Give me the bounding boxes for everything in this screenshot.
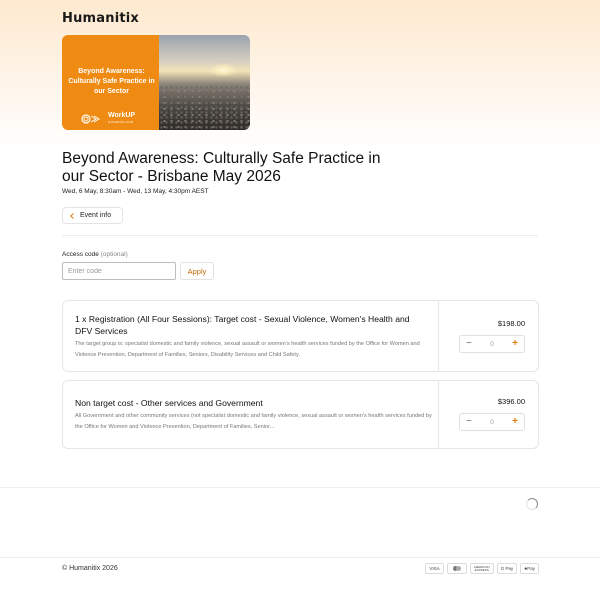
mastercard-icon (447, 563, 467, 574)
workup-logo (108, 112, 135, 126)
ticket-name: 1 x Registration (All Four Sessions): Target cost - Sexual Violence, Women's Health and DFV Services (75, 314, 410, 336)
banner-partner-logos (80, 112, 135, 126)
ticket-info (63, 381, 439, 448)
footer-divider (0, 557, 600, 558)
chevron-left-icon (70, 213, 76, 219)
quantity-value[interactable]: 0 (490, 340, 494, 348)
partner-emblem-icon (80, 114, 102, 124)
access-code-optional: (optional) (100, 251, 128, 258)
banner-photo-sun (209, 63, 237, 77)
ticket-description: The target group is: specialist domestic and family violence, sexual assault or women's health services funded by the Office for Women and Violence Prevention, Department of Families, Seniors, Disability Services and Child Safety. (75, 341, 420, 358)
banner-orange-panel (62, 35, 159, 130)
banner-photo (159, 35, 250, 130)
section-divider (62, 235, 538, 236)
apple-glyph-icon: ● (524, 565, 528, 572)
google-pay-icon: G Pay (497, 563, 518, 574)
footer-copyright: © Humanitix 2026 (62, 565, 118, 572)
access-code-label-text: Access code (62, 251, 99, 258)
decrease-quantity-button[interactable]: − (466, 338, 472, 349)
banner-photo-pebbles (159, 85, 250, 130)
access-code-label (62, 251, 128, 258)
loading-spinner-icon (526, 498, 538, 510)
ticket-card-non-target (62, 380, 539, 449)
checkout-divider (0, 487, 600, 488)
apple-pay-label: Pay (527, 566, 535, 571)
event-banner-image (62, 35, 250, 130)
quantity-stepper (459, 335, 525, 353)
ticket-description: All Government and other community services (not specialist domestic and family violence, sexual assault or women's health services funded by the Office for Women and Violence Prevention, Department of Families, Senior... (75, 413, 432, 430)
increase-quantity-button[interactable]: + (512, 338, 518, 349)
humanitix-logo[interactable]: Humanitix (62, 11, 140, 26)
decrease-quantity-button[interactable]: − (466, 416, 472, 427)
ticket-price: $198.00 (497, 319, 525, 328)
amex-icon: AMERICAN EXPRESS (470, 563, 494, 574)
quantity-value[interactable]: 0 (490, 418, 494, 426)
access-code-input[interactable] (62, 262, 176, 280)
visa-icon: VISA (425, 563, 443, 574)
payment-methods (425, 563, 539, 574)
mastercard-circles (453, 566, 461, 571)
ticket-name: Non target cost - Other services and Government (75, 398, 263, 408)
apple-pay-icon (520, 563, 539, 574)
apply-button[interactable]: Apply (180, 262, 214, 280)
workup-logo-sub: QUEENSLAND (108, 120, 134, 124)
event-info-button[interactable] (62, 207, 123, 224)
ticket-card-registration (62, 300, 539, 372)
event-date-range: Wed, 6 May, 8:30am - Wed, 13 May, 4:30pm AEST (62, 188, 209, 195)
increase-quantity-button[interactable]: + (512, 416, 518, 427)
banner-title-text: Beyond Awareness: Culturally Safe Practice in our Sector (68, 68, 155, 95)
event-info-label: Event info (80, 212, 112, 219)
ticket-price: $396.00 (497, 397, 525, 406)
quantity-stepper (459, 413, 525, 431)
ticket-info (63, 301, 439, 371)
event-title: Beyond Awareness: Culturally Safe Practice in our Sector - Brisbane May 2026 (62, 150, 381, 185)
workup-logo-name: WorkUP (108, 112, 136, 119)
